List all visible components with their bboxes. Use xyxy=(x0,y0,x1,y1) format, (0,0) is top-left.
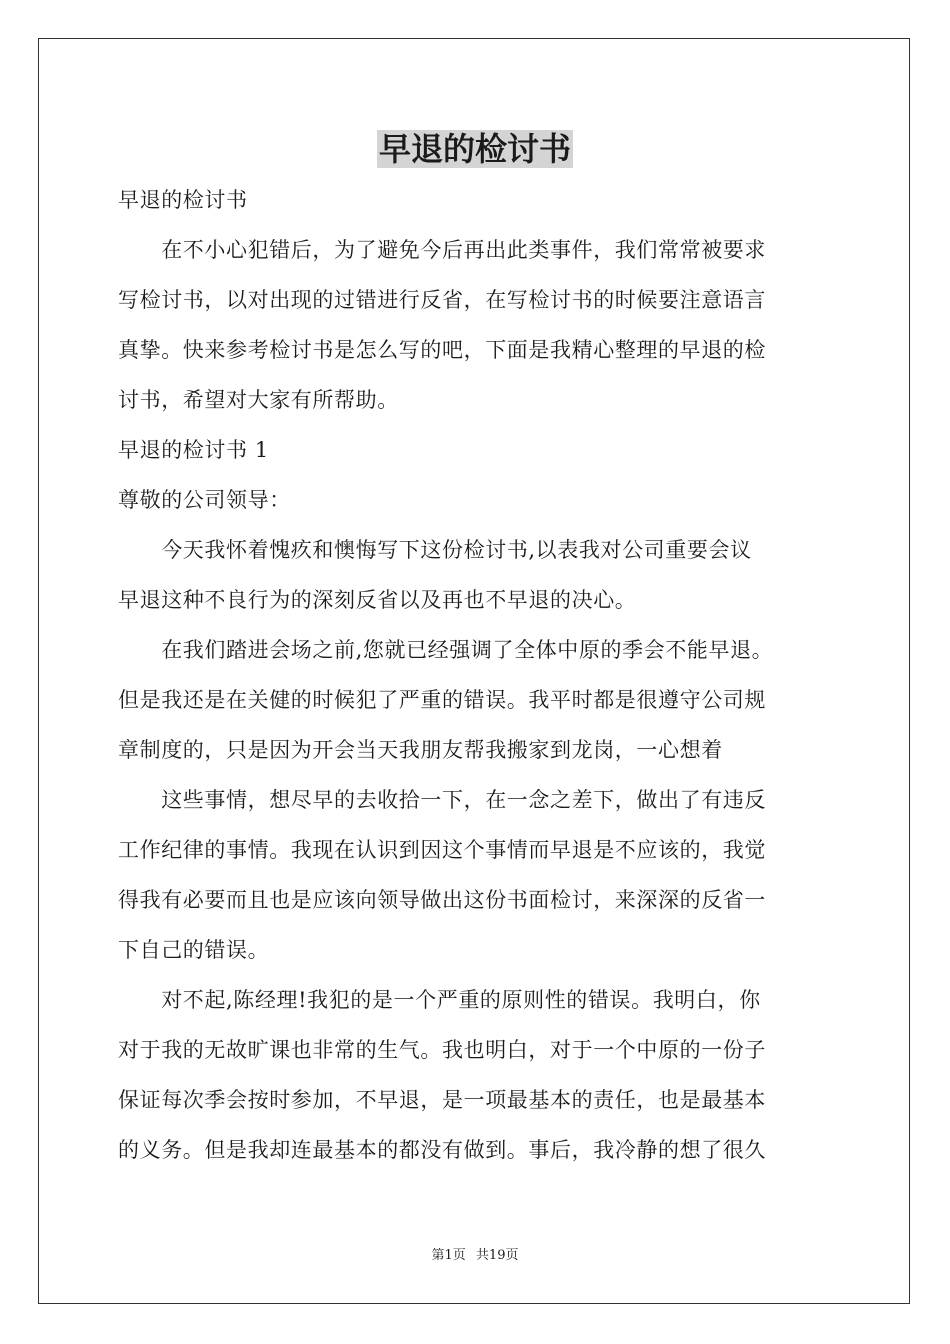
paragraph-line: 保证每次季会按时参加，不早退，是一项最基本的责任，也是最基本 xyxy=(118,1088,766,1112)
paragraph-line: 但是我还是在关健的时候犯了严重的错误。我平时都是很遵守公司规 xyxy=(118,688,766,712)
paragraph-line: 的义务。但是我却连最基本的都没有做到。事后，我冷静的想了很久 xyxy=(118,1138,766,1162)
paragraph-line: 早退这种不良行为的深刻反省以及再也不早退的决心。 xyxy=(118,588,637,612)
section-heading: 早退的检讨书 1 xyxy=(118,438,269,462)
paragraph-line: 在我们踏进会场之前,您就已经强调了全体中原的季会不能早退。 xyxy=(118,638,774,662)
paragraph-line: 章制度的，只是因为开会当天我朋友帮我搬家到龙岗，一心想着 xyxy=(118,738,723,762)
paragraph-line: 今天我怀着愧疚和懊悔写下这份检讨书,以表我对公司重要会议 xyxy=(118,538,752,562)
paragraph-line: 这些事情，想尽早的去收拾一下，在一念之差下，做出了有违反 xyxy=(118,788,766,812)
document-title-text: 早退的检讨书 xyxy=(378,130,571,168)
paragraph-line: 写检讨书，以对出现的过错进行反省，在写检讨书的时候要注意语言 xyxy=(118,288,766,312)
paragraph-line: 对于我的无故旷课也非常的生气。我也明白，对于一个中原的一份子 xyxy=(118,1038,766,1062)
paragraph-line: 真挚。快来参考检讨书是怎么写的吧，下面是我精心整理的早退的检 xyxy=(118,338,766,362)
paragraph-line: 对不起,陈经理!我犯的是一个严重的原则性的错误。我明白，你 xyxy=(118,988,761,1012)
salutation-line: 尊敬的公司领导： xyxy=(118,488,291,512)
paragraph-line: 讨书，希望对大家有所帮助。 xyxy=(118,388,399,412)
paragraph-line: 得我有必要而且也是应该向领导做出这份书面检讨，来深深的反省一 xyxy=(118,888,766,912)
paragraph-line: 工作纪律的事情。我现在认识到因这个事情而早退是不应该的，我觉 xyxy=(118,838,766,862)
page-number-footer: 第1页 共19页 xyxy=(431,1248,519,1263)
subtitle-line: 早退的检讨书 xyxy=(118,188,248,212)
paragraph-line: 在不小心犯错后，为了避免今后再出此类事件，我们常常被要求 xyxy=(118,238,766,262)
paragraph-line: 下自己的错误。 xyxy=(118,938,270,962)
document-title xyxy=(0,126,950,172)
